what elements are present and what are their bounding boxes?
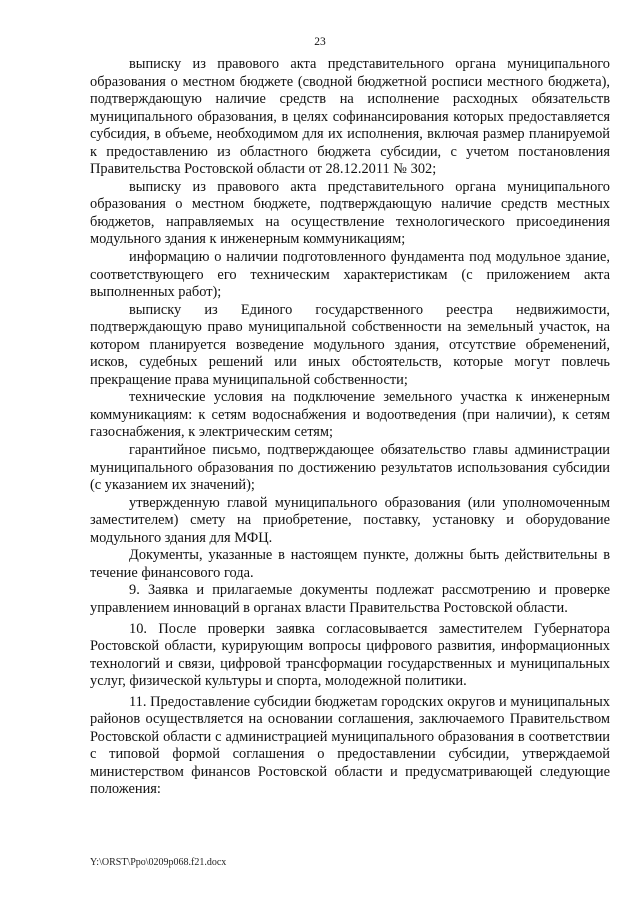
footer-file-path: Y:\ORST\Ppo\0209p068.f21.docx <box>90 857 227 868</box>
paragraph-foundation-info: информацию о наличии подготовленного фундамента под модульное здание, соответствующего его техническим характеристикам (с приложением акта выполненных работ); <box>90 249 610 301</box>
paragraph-guarantee-letter: гарантийное письмо, подтверждающее обязательство главы администрации муниципального образования по достижению результатов использования субсидии (с указанием их значений); <box>90 442 610 494</box>
paragraph-item-10: 10. После проверки заявка согласовывается заместителем Губернатора Ростовской области, курирующим вопросы цифрового развития, информационных технологий и связи, цифровой трансформации государственных и муниципальных услуг, физической культуры и спорта, молодежной политики. <box>90 620 610 690</box>
paragraph-local-budget-extract: выписку из правового акта представительного органа муниципального образования о местном бюджете, подтверждающую наличие средств местных бюджетов, направляемых на осуществление технологического присоединения модульного здания к инженерным коммуникациям; <box>90 178 610 248</box>
paragraph-approved-estimate: утвержденную главой муниципального образования (или уполномоченным заместителем) смету на приобретение, поставку, установку и оборудование модульного здания для МФЦ. <box>90 494 610 546</box>
paragraph-technical-conditions: технические условия на подключение земельного участка к инженерным коммуникациям: к сетям водоснабжения и водоотведения (при наличии), к сетям газоснабжения, к электрическим сетям; <box>90 389 610 441</box>
paragraph-documents-validity: Документы, указанные в настоящем пункте, должны быть действительны в течение финансового года. <box>90 547 610 581</box>
paragraph-budget-extract: выписку из правового акта представительного органа муниципального образования о местном бюджете (сводной бюджетной росписи местного бюджета), подтверждающую наличие средств на исполнение расходных обязательств муниципального образования, в целях софинансирования которых предоставляется субсидия, в объеме, необходимом для их исполнения, включая размер планируемой к предоставлению из областного бюджета субсидии, с учетом постановления Правительства Ростовской области от 28.12.2011 № 302; <box>90 56 610 178</box>
paragraph-real-estate-registry: выписку из Единого государственного реестра недвижимости, подтверждающую право муниципальной собственности на земельный участок, на котором планируется возведение модульного здания, отсутствие обременений, исков, судебных решений или иных обстоятельств, которые могут повлечь прекращение права муниципальной собственности; <box>90 301 610 388</box>
paragraph-item-9: 9. Заявка и прилагаемые документы подлежат рассмотрению и проверке управлением инноваций в органах власти Правительства Ростовской области. <box>90 582 610 616</box>
paragraph-item-11: 11. Предоставление субсидии бюджетам городских округов и муниципальных районов осуществляется на основании соглашения, заключаемого Правительством Ростовской области с администрацией муниципального образования в соответствии с типовой формой соглашения о предоставлении субсидии, утверждаемой министерством финансов Ростовской области и предусматривающей следующие положения: <box>90 693 610 798</box>
page-number: 23 <box>314 36 326 48</box>
document-body <box>90 56 610 799</box>
